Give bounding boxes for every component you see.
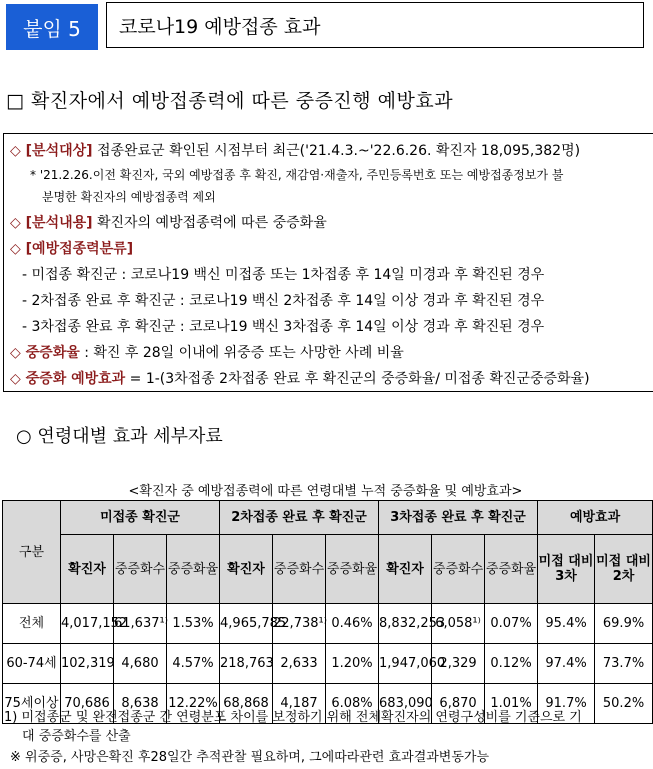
analysis-content-line [10,212,327,232]
table-cell: 69.9% [595,604,653,644]
sub-header: 중증화수 [114,535,167,604]
table-cell: 97.4% [538,644,595,684]
table-cell: 4.57% [167,644,220,684]
table-header-row [3,501,653,535]
table-cell: 4,187 [273,684,326,724]
severity-rate-text: : 확진 후 28일 이내에 위중증 또는 사망한 사례 비율 [84,345,404,361]
class-second-dose: - 2차접종 완료 후 확진군 : 코로나19 백신 2차접종 후 14일 이상 경과 후 확진된 경우 [22,293,545,309]
effect-table [2,500,653,724]
sub-header: 중증화율 [326,535,379,604]
table-cell: 22,738¹⁾ [273,604,326,644]
table-cell: 70,686 [61,684,114,724]
table-cell: 95.4% [538,604,595,644]
classification-label: ◇ [예방접종력분류] [10,241,134,257]
table-cell: 1.01% [485,684,538,724]
table-cell: 0.07% [485,604,538,644]
subsection-title: ○ 연령대별 효과 세부자료 [16,426,223,447]
sub-header: 확진자 [61,535,114,604]
table-cell: 4,965,785 [220,604,273,644]
sub-header: 미접 대비 2차 [595,535,653,604]
classification-line [10,238,133,258]
analysis-summary-box [3,133,653,392]
group-header-third-dose: 3차접종 완료 후 확진군 [379,501,538,535]
table-row [3,644,653,684]
table-cell: 4,680 [114,644,167,684]
table-cell: 1.20% [326,644,379,684]
severity-rate-label: ◇ 중증화율 [10,345,80,361]
row-label: 전체 [3,604,61,644]
exclusion-note-line1: * '21.2.26.이전 확진자, 국외 예방접종 후 확진, 재감염·재출자, 주민등록번호 또는 예방접종정보가 불 [30,168,564,182]
analysis-content-label: ◇ [분석내용] [10,215,93,231]
class-third-dose: - 3차접종 완료 후 확진군 : 코로나19 백신 3차접종 후 14일 이상 경과 후 확진된 경우 [22,319,545,335]
table-cell: 1.53% [167,604,220,644]
sub-header: 미접 대비 3차 [538,535,595,604]
table-cell: 8,832,253 [379,604,432,644]
table-subheader-row [3,535,653,604]
prevention-effect-line [10,368,590,388]
analysis-target-label: ◇ [분석대상] [10,143,93,159]
severity-rate-line [10,342,404,362]
class-unvaccinated: - 미접종 확진군 : 코로나19 백신 미접종 또는 1차접종 후 14일 미경과 후 확진된 경우 [22,267,545,283]
table-cell: 6.08% [326,684,379,724]
category-header: 구분 [3,501,61,604]
sub-header: 중증화율 [485,535,538,604]
row-label: 75세이상 [3,684,61,724]
analysis-content-text: 확진자의 예방접종력에 따른 중증화율 [97,215,327,231]
footnote-1: 1) 미접종군 및 완전접종군 간 연령분포 차이를 보정하기 위해 전체확진자의 연령구성비를 기준으로 기 [4,710,582,725]
prevention-effect-label: ◇ 중증화 예방효과 [10,371,126,387]
footnote-1-cont: 대 중증화수를 산출 [22,729,131,744]
table-cell: 2,329 [432,644,485,684]
table-cell: 91.7% [538,684,595,724]
table-cell: 102,319 [61,644,114,684]
table-cell: 683,090 [379,684,432,724]
analysis-target-text: 접종완료군 확인된 시점부터 최근('21.4.3.~'22.6.26. 확진자 18,095,382명) [97,143,581,159]
table-cell: 73.7% [595,644,653,684]
exclusion-note-line2: 분명한 확진자의 예방접종력 제외 [42,190,216,204]
table-cell: 61,637¹⁾ [114,604,167,644]
table-cell: 8,638 [114,684,167,724]
sub-header: 확진자 [220,535,273,604]
group-header-unvaccinated: 미접종 확진군 [61,501,220,535]
table-cell: 0.46% [326,604,379,644]
table-cell: 4,017,152 [61,604,114,644]
prevention-effect-text: = 1-(3차접종 2차접종 완료 후 확진군의 중증화율/ 미접종 확진군중증화율) [129,371,590,387]
section-title: □ 확진자에서 예방접종력에 따른 중증진행 예방효과 [6,90,454,112]
row-label: 60-74세 [3,644,61,684]
footnote-note: ※ 위중증, 사망은확진 후28일간 추적관찰 필요하며, 그에따라관련 효과결과변동가능 [10,750,490,765]
table-cell: 12.22% [167,684,220,724]
table-cell: 6,870 [432,684,485,724]
sub-header: 중증화수 [432,535,485,604]
analysis-target-line [10,140,580,160]
table-cell: 2,633 [273,644,326,684]
table-cell: 68,868 [220,684,273,724]
section-badge: 붙임 5 [6,4,98,50]
sub-header: 확진자 [379,535,432,604]
table-cell: 218,763 [220,644,273,684]
page-title: 코로나19 예방접종 효과 [106,2,644,48]
table-cell: 1,947,060 [379,644,432,684]
table-caption: <확진자 중 예방접종력에 따른 연령대별 누적 중증화율 및 예방효과> [128,484,523,499]
table-row [3,604,653,644]
sub-header: 중증화율 [167,535,220,604]
table-cell: 50.2% [595,684,653,724]
table-cell: 0.12% [485,644,538,684]
group-header-effect: 예방효과 [538,501,653,535]
table-cell: 6,058¹⁾ [432,604,485,644]
sub-header: 중증화수 [273,535,326,604]
group-header-second-dose: 2차접종 완료 후 확진군 [220,501,379,535]
